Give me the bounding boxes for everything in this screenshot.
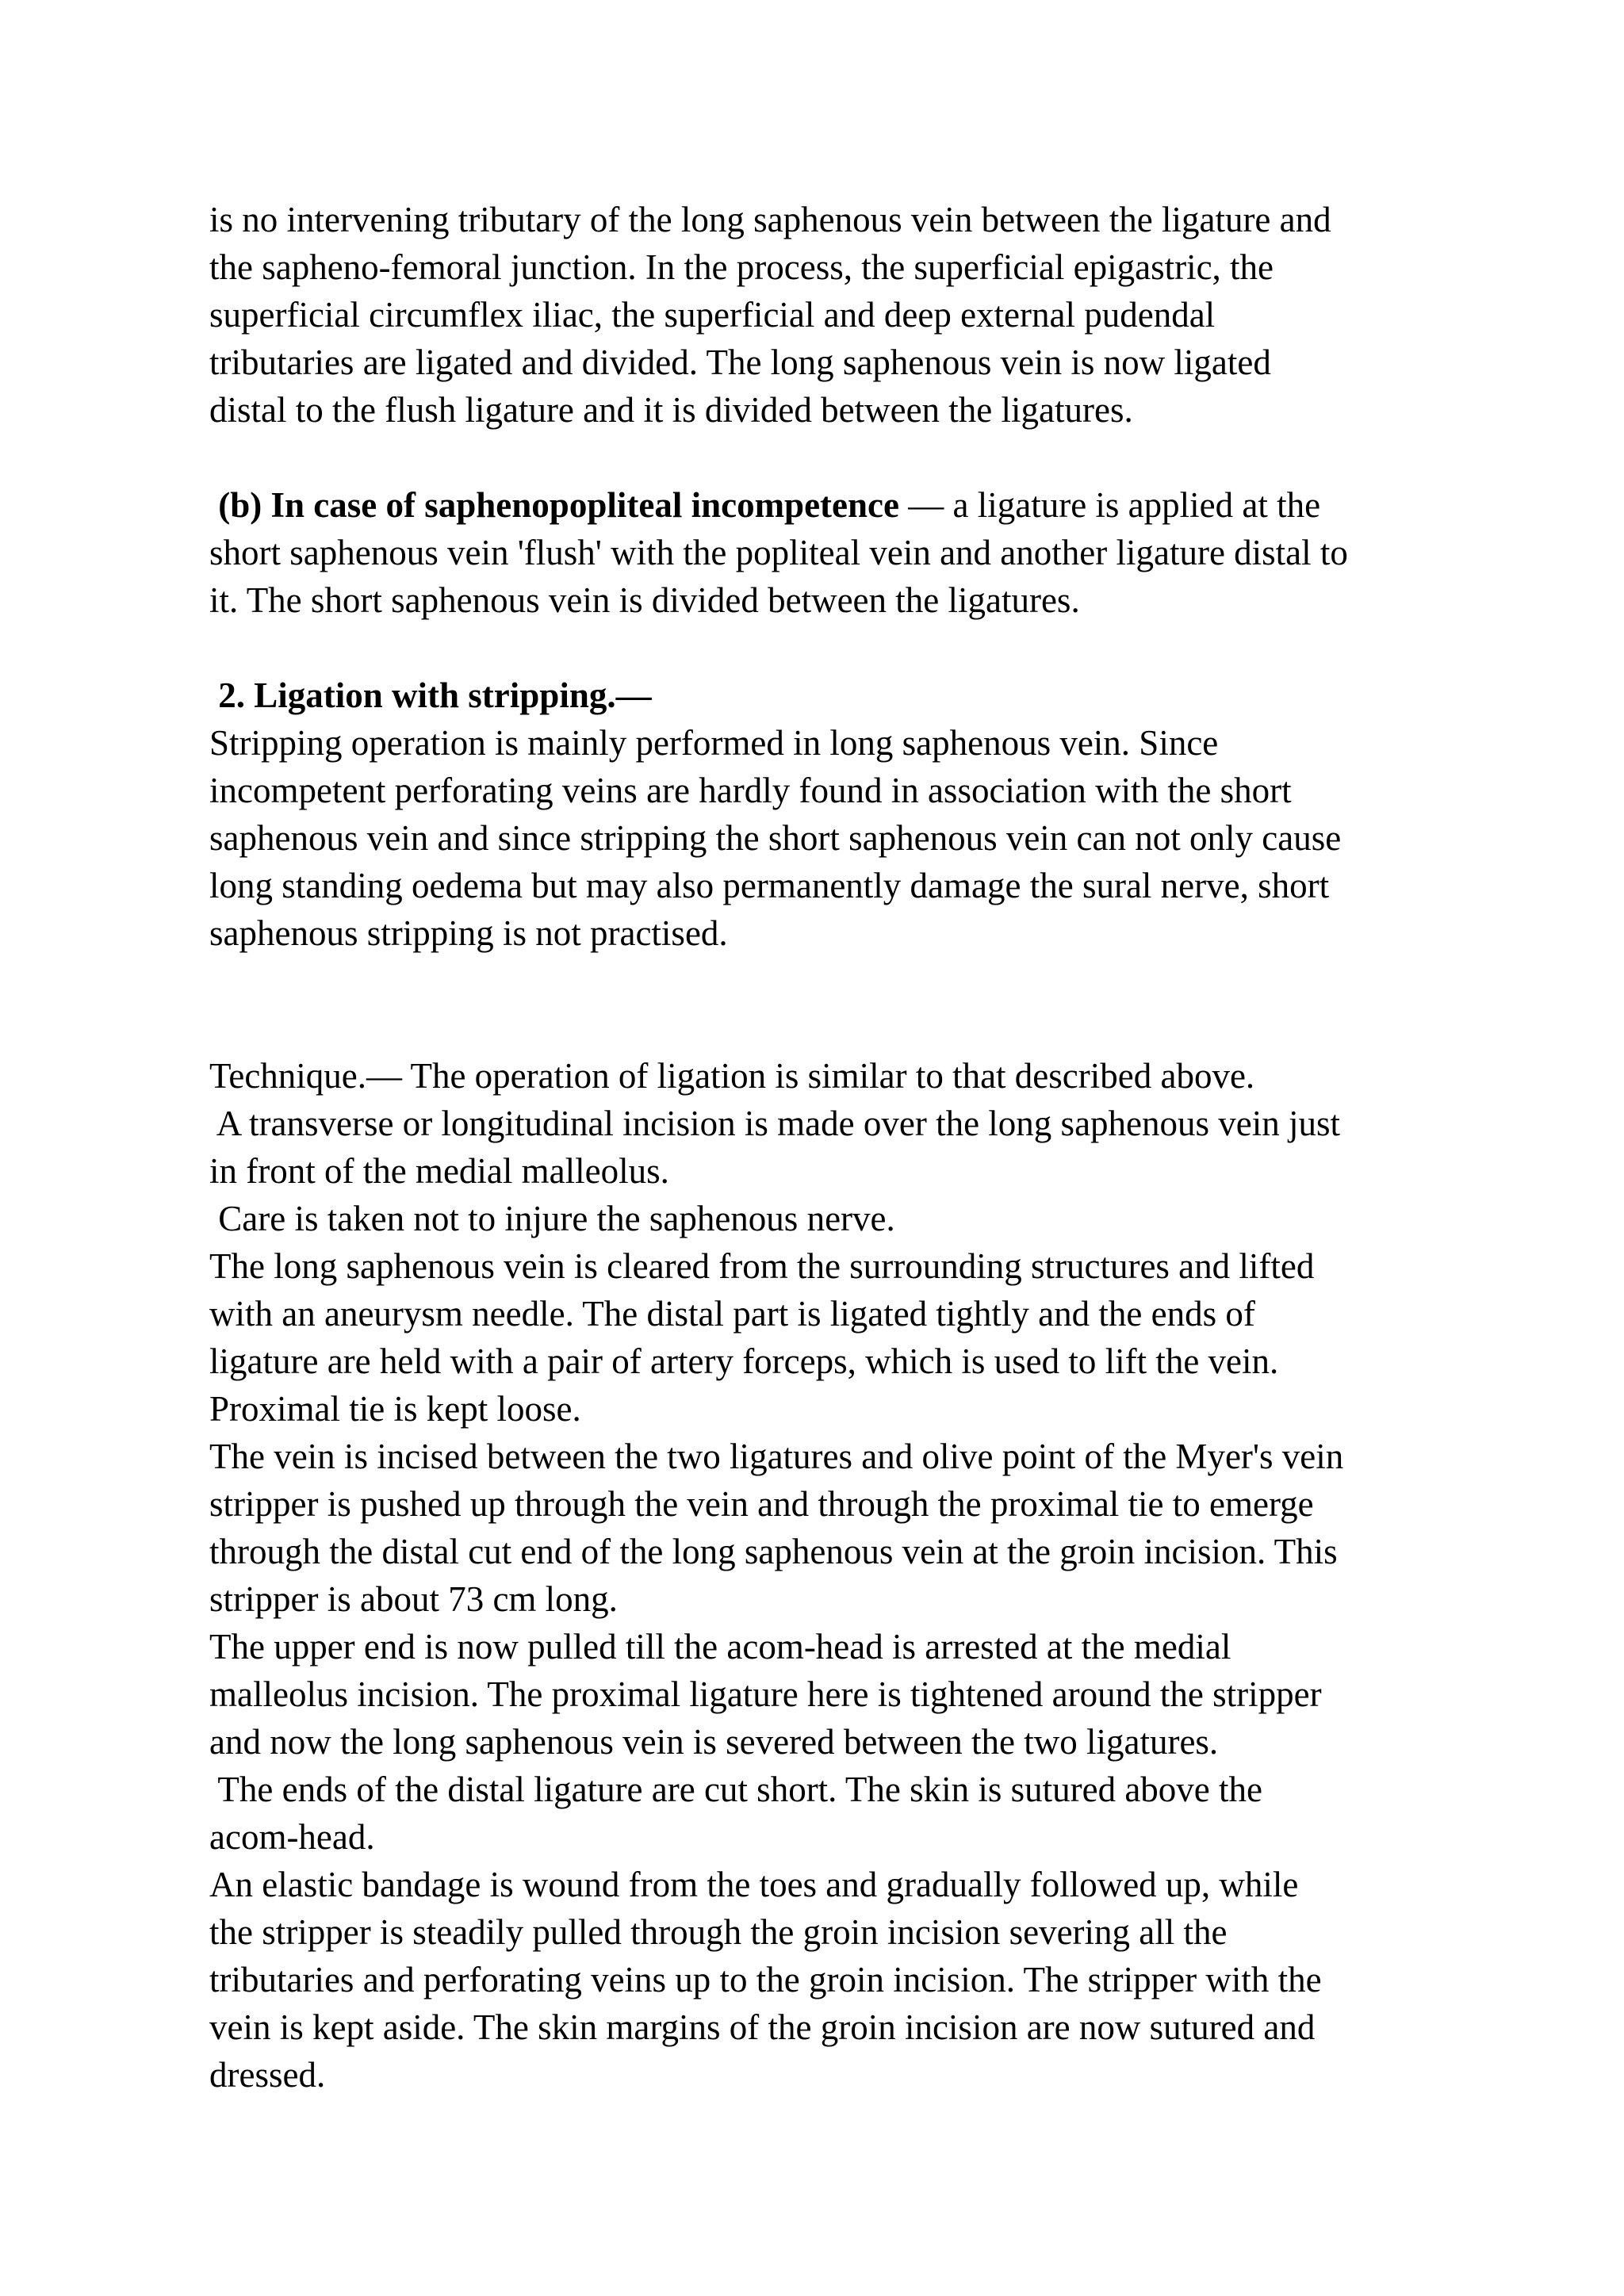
text-line: Stripping operation is mainly performed in long saphenous vein. Since	[209, 723, 1219, 763]
paragraph-spacer	[209, 434, 1462, 481]
paragraph-saphenopopliteal	[209, 481, 1462, 624]
text-line: saphenous stripping is not practised.	[209, 913, 728, 953]
document-body	[209, 196, 1462, 2099]
text-line: the sapheno-femoral junction. In the process, the superficial epigastric, the	[209, 247, 1274, 287]
text-line: stripper is about 73 cm long.	[209, 1579, 618, 1619]
text-line	[209, 481, 1462, 529]
text-line: acom-head.	[209, 1817, 375, 1857]
text-line: ligature are held with a pair of artery forceps, which is used to lift the vein.	[209, 1341, 1279, 1381]
text-line: tributaries are ligated and divided. The long saphenous vein is now ligated	[209, 342, 1271, 382]
section-heading-saphenopopliteal: (b) In case of saphenopopliteal incompetence	[209, 485, 899, 525]
text-line: tributaries and perforating veins up to the groin incision. The stripper with the	[209, 1960, 1322, 1999]
text-line: Care is taken not to injure the saphenous nerve.	[209, 1199, 895, 1238]
text-line: Technique.— The operation of ligation is similar to that described above.	[209, 1056, 1255, 1096]
paragraph-technique	[209, 1052, 1462, 2099]
text-line: An elastic bandage is wound from the toes and gradually followed up, while	[209, 1865, 1299, 1904]
text-line: long standing oedema but may also permanently damage the sural nerve, short	[209, 866, 1330, 905]
text-line: Proximal tie is kept loose.	[209, 1389, 581, 1429]
text-line: malleolus incision. The proximal ligature here is tightened around the stripper	[209, 1674, 1322, 1714]
text-line: The long saphenous vein is cleared from the surrounding structures and lifted	[209, 1246, 1315, 1286]
text-line: saphenous vein and since stripping the short saphenous vein can not only cause	[209, 818, 1342, 858]
text-line: the stripper is steadily pulled through the groin incision severing all the	[209, 1912, 1228, 1952]
text-line: stripper is pushed up through the vein and through the proximal tie to emerge	[209, 1484, 1314, 1524]
text-line: dressed.	[209, 2055, 326, 2095]
text-line: in front of the medial malleolus.	[209, 1151, 669, 1191]
text-line: A transverse or longitudinal incision is made over the long saphenous vein just	[209, 1104, 1341, 1143]
text-line: and now the long saphenous vein is severed between the two ligatures.	[209, 1722, 1219, 1762]
text-line: through the distal cut end of the long saphenous vein at the groin incision. This	[209, 1532, 1338, 1571]
heading-continuation: — a ligature is applied at the	[899, 485, 1321, 525]
paragraph-ligation-with-stripping	[209, 672, 1462, 957]
text-line: short saphenous vein 'flush' with the popliteal vein and another ligature distal to	[209, 533, 1348, 572]
paragraph-spacer	[209, 957, 1462, 1052]
text-line: The ends of the distal ligature are cut short. The skin is sutured above the	[209, 1770, 1263, 1809]
text-line: with an aneurysm needle. The distal part is ligated tightly and the ends of	[209, 1294, 1255, 1334]
text-line: superficial circumflex iliac, the superficial and deep external pudendal	[209, 295, 1216, 335]
text-line: vein is kept aside. The skin margins of the groin incision are now sutured and	[209, 2007, 1316, 2047]
text-line: it. The short saphenous vein is divided between the ligatures.	[209, 580, 1080, 620]
text-line: distal to the flush ligature and it is divided between the ligatures.	[209, 390, 1133, 430]
paragraph-spacer	[209, 624, 1462, 672]
text-line: The vein is incised between the two ligatures and olive point of the Myer's vein	[209, 1437, 1344, 1476]
paragraph-ligation-continuation	[209, 196, 1462, 434]
text-line: incompetent perforating veins are hardly found in association with the short	[209, 771, 1292, 810]
text-line: The upper end is now pulled till the acom-head is arrested at the medial	[209, 1627, 1231, 1667]
text-line: is no intervening tributary of the long saphenous vein between the ligature and	[209, 200, 1331, 239]
section-heading-stripping: 2. Ligation with stripping.—	[209, 675, 652, 715]
